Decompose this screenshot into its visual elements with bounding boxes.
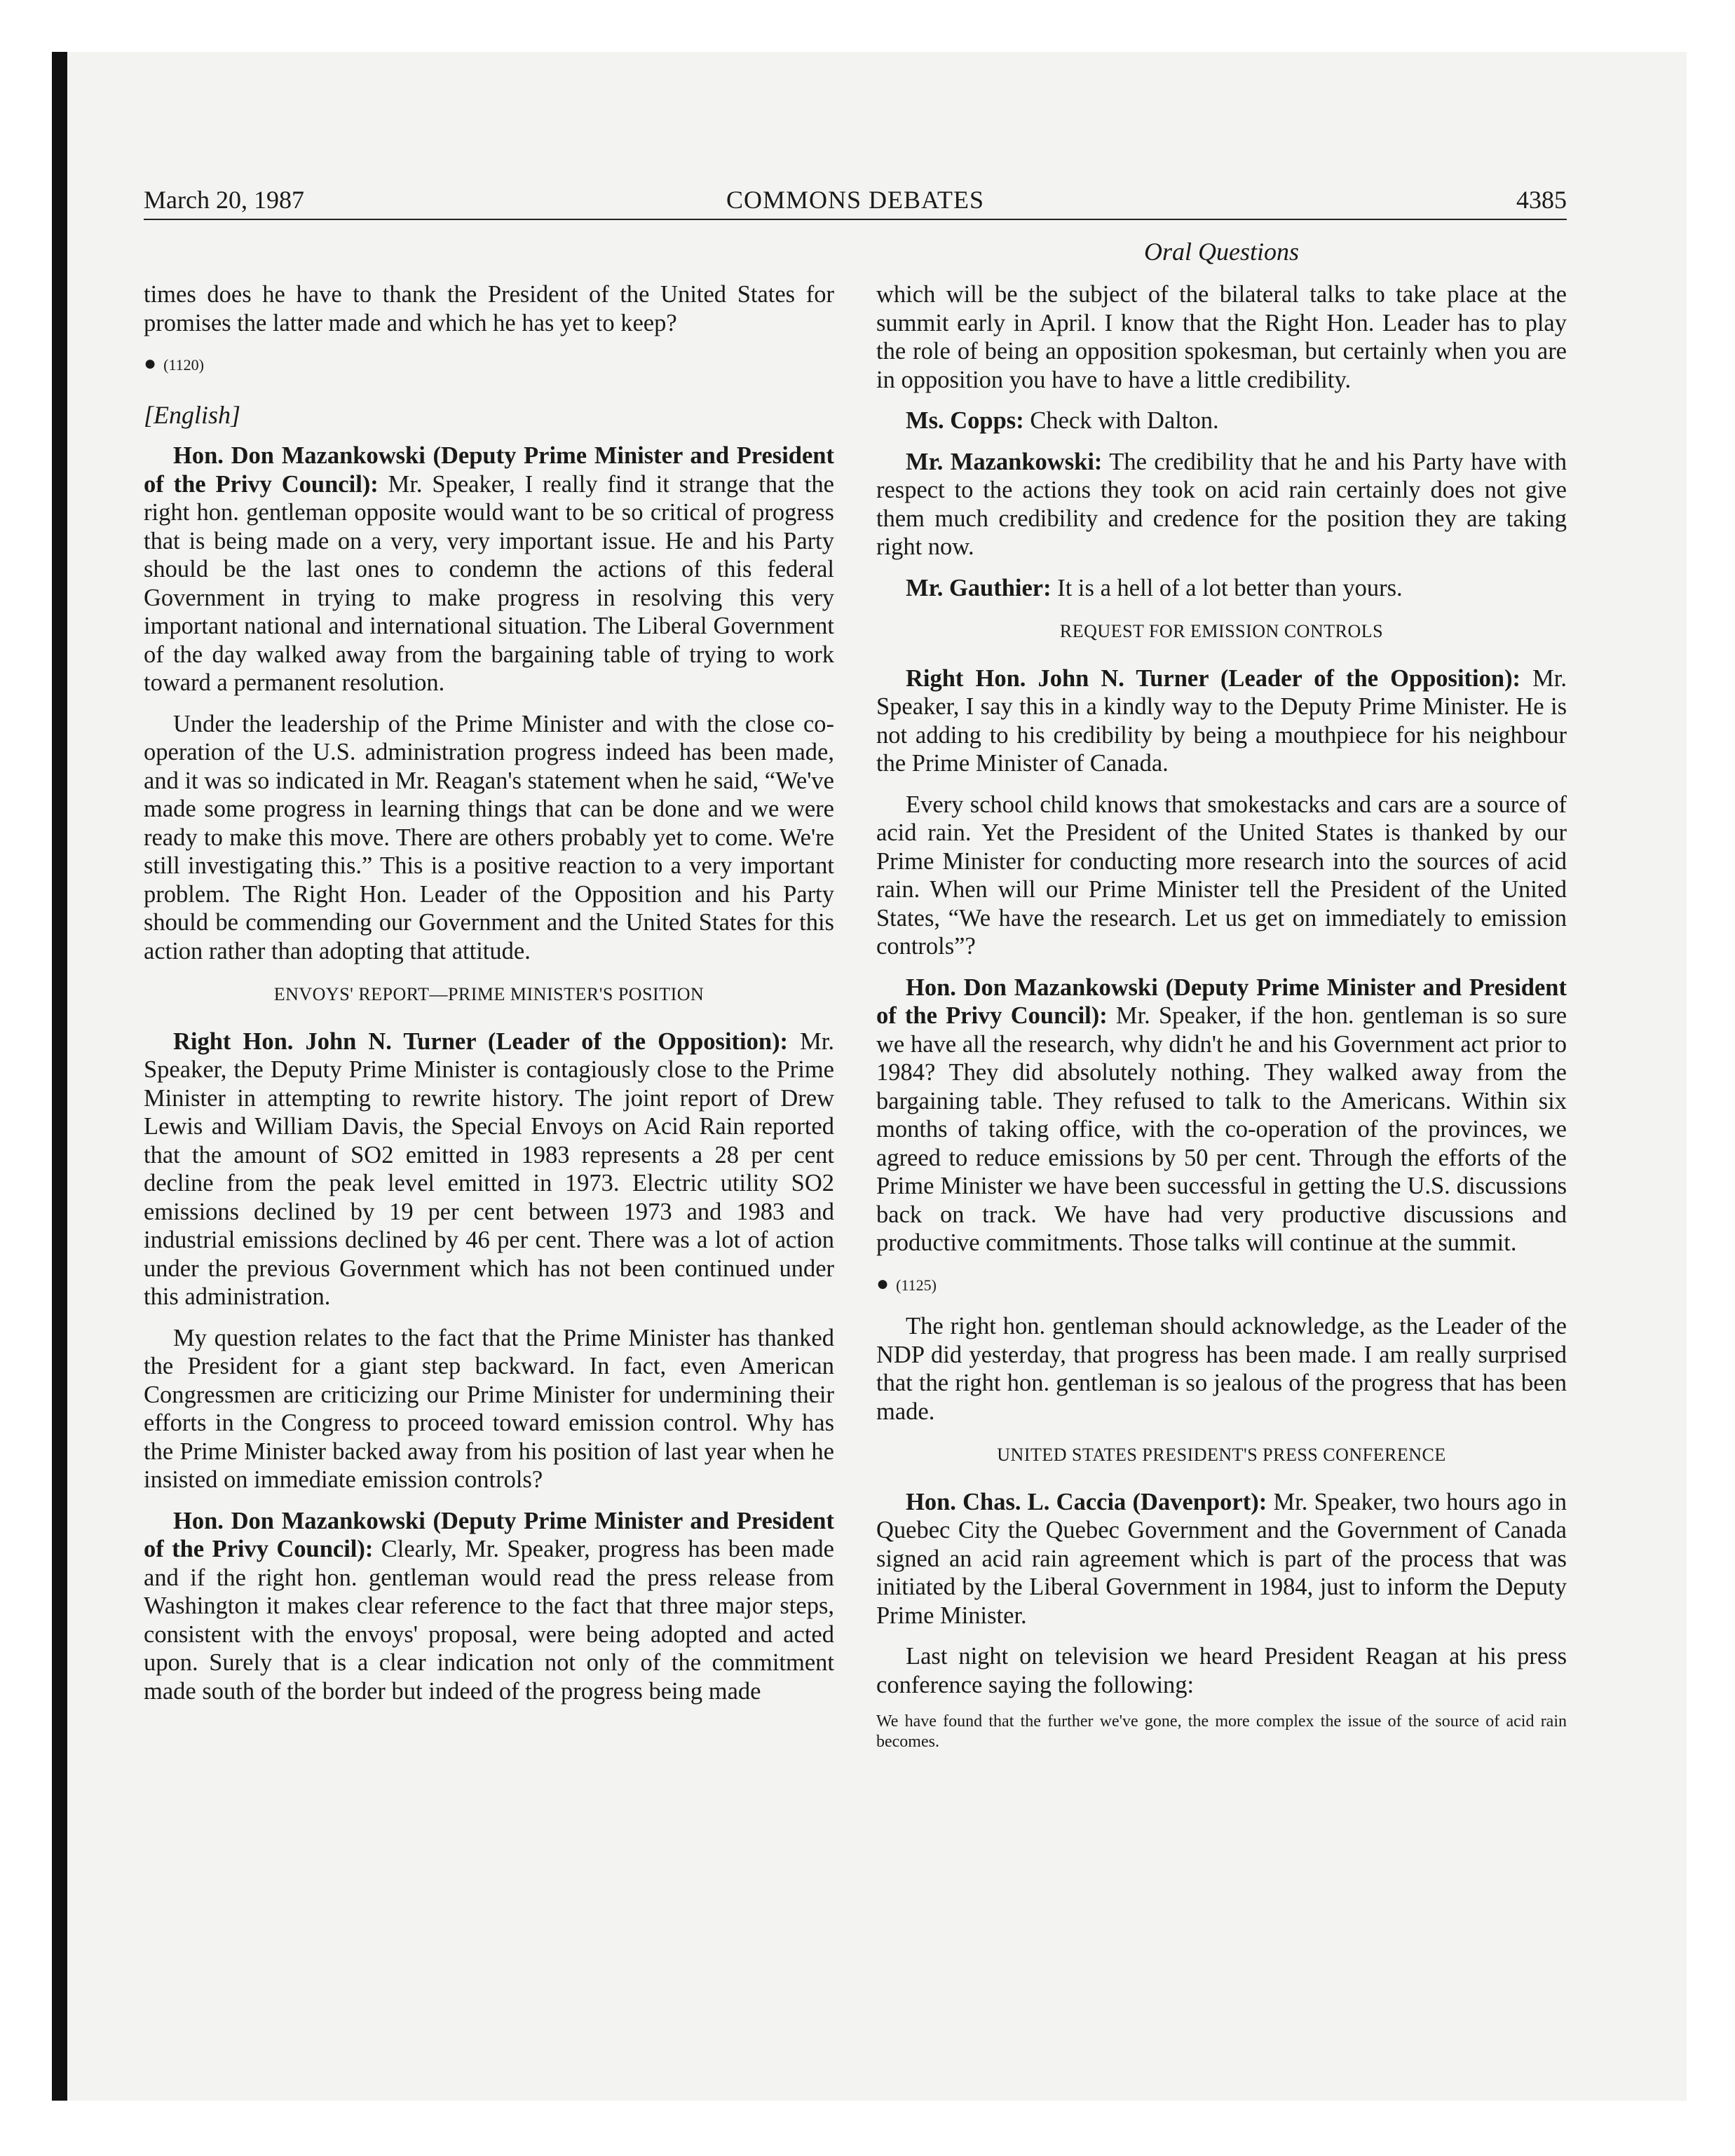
speech-text: Mr. Speaker, the Deputy Prime Minister is contagiously close to the Prime Minister in attempting to rewrite history. The joint report of Drew Lewis and William Davis, the Special Envoys on Acid Rain reported that the amount of SO2 emitted in 1983 represents a 28 per cent decline from the peak level emitted in 1973. Electric utility SO2 emissions declined by 19 per cent between 1973 and 1983 and industrial emissions declined by 46 per cent. There was a lot of action under the previous Government which has not been continued under this administration.	[144, 1028, 834, 1310]
speech-paragraph	[144, 442, 834, 697]
speech-text: The credibility that he and his Party have with respect to the actions they took on acid rain certainly does not give them much credibility and credence for the position they are taking right now.	[876, 448, 1567, 560]
section-title: Oral Questions	[1143, 238, 1299, 266]
subheading: REQUEST FOR EMISSION CONTROLS	[1059, 621, 1384, 641]
speaker-name: Right Hon. John N. Turner (Leader of the Opposition):	[906, 664, 1521, 692]
running-header	[144, 184, 1567, 220]
speaker-name: Hon. Chas. L. Caccia (Davenport):	[906, 1488, 1267, 1515]
time-marker-text: (1125)	[896, 1276, 937, 1294]
paragraph: Last night on television we heard President Reagan at his press conference saying the following:	[876, 1643, 1567, 1698]
speaker-name: Hon. Don Mazankowski (Deputy Prime Minister and President of the Privy Council):	[144, 442, 834, 498]
paragraph: Every school child knows that smokestacks and cars are a source of acid rain. Yet the President of the United States is thanked by our Prime Minister for conducting more research into the sources of acid rain. When will our Prime Minister tell the President of the United States, “We have the research. Let us get on immediately to emission controls”?	[876, 791, 1567, 960]
speaker-name: Mr. Mazankowski:	[906, 448, 1103, 475]
header-date: March 20, 1987	[144, 186, 304, 214]
speech-text: Mr. Speaker, two hours ago in Quebec City the Quebec Government and the Government of Canada signed an acid rain agreement which is part of the process that was initiated by the Liberal Government in 1984, just to inform the Deputy Prime Minister.	[876, 1488, 1567, 1629]
time-marker-text: (1120)	[163, 356, 204, 374]
speech-text: Mr. Speaker, if the hon. gentleman is so sure we have all the research, why didn't he and his Government act prior to 1984? They did absolutely nothing. They walked away from the bargaining table. They refused to talk to the Americans. Within six months of taking office, with the co-operation of the provinces, we agreed to reduce emissions by 50 per cent. Through the efforts of the Prime Minister we have been successful in getting the U.S. discussions back on track. We have had very productive discussions and productive commitments. Those talks will continue at the summit.	[876, 1002, 1567, 1256]
speaker-name: Hon. Don Mazankowski (Deputy Prime Minister and President of the Privy Council):	[876, 974, 1567, 1029]
paragraph: The right hon. gentleman should acknowledge, as the Leader of the NDP did yesterday, that progress has been made. I am really surprised that the right hon. gentleman is so jealous of the progress that has been made.	[876, 1313, 1567, 1425]
speech-paragraph	[876, 1488, 1567, 1630]
bullet-icon: ●	[876, 1271, 890, 1295]
subheading: UNITED STATES PRESIDENT'S PRESS CONFERENCE	[997, 1445, 1446, 1465]
header-page-number: 4385	[1516, 186, 1567, 214]
speech-paragraph	[876, 664, 1567, 778]
speech-paragraph	[876, 974, 1567, 1257]
right-column	[876, 280, 1567, 1752]
left-column	[144, 280, 834, 1718]
bullet-icon: ●	[144, 352, 157, 375]
speech-paragraph	[144, 1028, 834, 1311]
speech-paragraph	[876, 574, 1567, 603]
paragraph: which will be the subject of the bilateral talks to take place at the summit early in April. I know that the Right Hon. Leader has to play the role of being an opposition spokesman, but certainly when you are in opposition you have to have a little credibility.	[876, 281, 1567, 393]
speech-text: Clearly, Mr. Speaker, progress has been made and if the right hon. gentleman would read the press release from Washington it makes clear reference to the fact that three major steps, consistent with the envoys' proposal, were being adopted and acted upon. Surely that is a clear indication not only of the commitment made south of the border but indeed of the progress being made	[144, 1536, 834, 1705]
speech-paragraph	[876, 448, 1567, 561]
speaker-name: Ms. Copps:	[906, 407, 1024, 434]
speech-paragraph	[876, 407, 1567, 435]
speech-paragraph	[144, 1507, 834, 1706]
block-quote: We have found that the further we've gone, the more complex the issue of the source of acid rain becomes.	[876, 1712, 1567, 1751]
speech-text: Mr. Speaker, I really find it strange that the right hon. gentleman opposite would want to be so critical of progress that is being made on a very, very important issue. He and his Party should be the last ones to condemn the actions of this federal Government in trying to make progress in resolving this very important national and international situation. The Liberal Government of the day walked away from the bargaining table of trying to work toward a permanent resolution.	[144, 470, 834, 696]
time-marker	[876, 1270, 1567, 1300]
speech-text: It is a hell of a lot better than yours.	[1051, 574, 1403, 601]
speaker-name: Mr. Gauthier:	[906, 574, 1052, 601]
time-marker	[144, 350, 834, 380]
subheading: ENVOYS' REPORT—PRIME MINISTER'S POSITION	[273, 984, 705, 1004]
paragraph: times does he have to thank the President of the United States for promises the latter made and which he has yet to keep?	[144, 281, 834, 336]
scan-edge-bar	[52, 52, 67, 2101]
paragraph: My question relates to the fact that the Prime Minister has thanked the President for a giant step backward. In fact, even American Congressmen are criticizing our Prime Minister for undermining their efforts in the Congress to proceed toward emission control. Why has the Prime Minister backed away from his position of last year when he insisted on immediate emission controls?	[144, 1324, 834, 1493]
paragraph: Under the leadership of the Prime Minister and with the close co-operation of the U.S. administration progress indeed has been made, and it was so indicated in Mr. Reagan's statement when he said, “We've made some progress in learning things that can be done and we were ready to make this move. There are others probably yet to come. We're still investigating this.” This is a positive reaction to a very important problem. The Right Hon. Leader of the Opposition and his Party should be commending our Government and the United States for this action rather than adopting that attitude.	[144, 710, 834, 964]
speech-text: Mr. Speaker, I say this in a kindly way to the Deputy Prime Minister. He is not adding to his credibility by being a mouthpiece for his neighbour the Prime Minister of Canada.	[876, 664, 1567, 777]
speaker-name: Hon. Don Mazankowski (Deputy Prime Minister and President of the Privy Council):	[144, 1507, 834, 1562]
header-title: COMMONS DEBATES	[726, 186, 985, 214]
language-note: [English]	[144, 400, 241, 429]
speaker-name: Right Hon. John N. Turner (Leader of the Opposition):	[173, 1028, 789, 1055]
speech-text: Check with Dalton.	[1023, 407, 1219, 434]
